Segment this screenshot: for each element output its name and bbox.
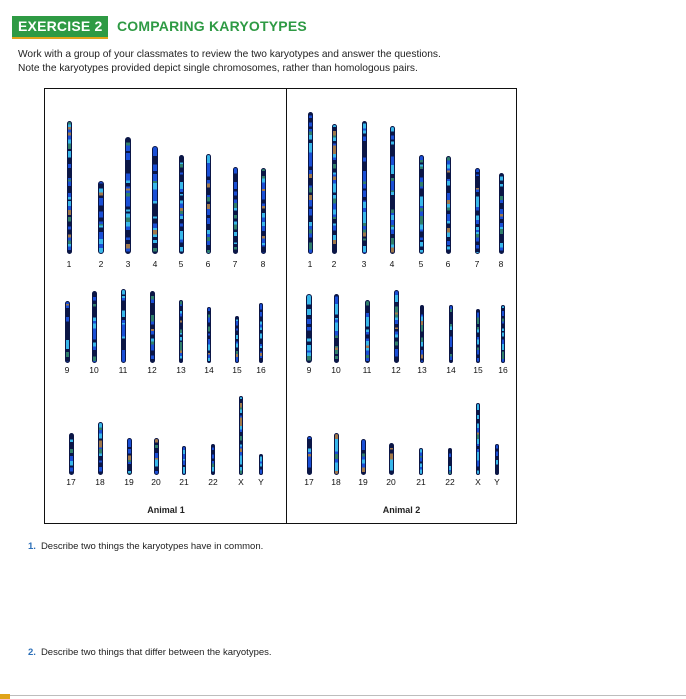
chromosome-20 xyxy=(154,438,159,475)
question-number: 2. xyxy=(28,647,36,658)
chromosome-5 xyxy=(179,155,184,254)
chromosome-number-label: 7 xyxy=(474,259,480,269)
chromosome-number-label: X xyxy=(475,477,481,487)
chromosome-8 xyxy=(499,173,504,254)
chromosome-19 xyxy=(361,439,366,475)
chromosome-number-label: 4 xyxy=(152,259,158,269)
chromosome-number-label: X xyxy=(238,477,244,487)
chromosome-number-label: 2 xyxy=(331,259,337,269)
exercise-title: COMPARING KARYOTYPES xyxy=(117,18,307,34)
karyotype-panel-animal-2 xyxy=(286,88,517,524)
chromosome-number-label: 1 xyxy=(66,259,72,269)
chromosome-3 xyxy=(362,121,367,254)
chromosome-number-label: 12 xyxy=(147,365,157,375)
chromosome-number-label: 7 xyxy=(232,259,238,269)
chromosome-10 xyxy=(334,294,339,363)
intro-line-1: Work with a group of your classmates to review the two karyotypes and answer the questions. xyxy=(18,49,441,60)
chromosome-19 xyxy=(127,438,132,475)
chromosome-number-label: 2 xyxy=(98,259,104,269)
chromosome-number-label: 11 xyxy=(118,365,128,375)
chromosome-17 xyxy=(307,436,312,475)
chromosome-number-label: Y xyxy=(258,477,264,487)
chromosome-number-label: 18 xyxy=(95,477,105,487)
chromosome-13 xyxy=(420,305,424,363)
chromosome-6 xyxy=(206,154,211,254)
chromosome-number-label: 14 xyxy=(204,365,214,375)
chromosome-y xyxy=(495,444,499,475)
intro-line-2: Note the karyotypes provided depict single chromosomes, rather than homologous pairs. xyxy=(18,63,418,74)
chromosome-16 xyxy=(259,303,263,363)
chromosome-number-label: 18 xyxy=(331,477,341,487)
chromosome-8 xyxy=(261,168,266,254)
chromosome-14 xyxy=(449,305,453,363)
chromosome-number-label: 17 xyxy=(66,477,76,487)
chromosome-number-label: 20 xyxy=(151,477,161,487)
chromosome-number-label: 9 xyxy=(306,365,312,375)
chromosome-14 xyxy=(207,307,211,363)
chromosome-number-label: 13 xyxy=(417,365,427,375)
chromosome-number-label: 4 xyxy=(389,259,395,269)
chromosome-5 xyxy=(419,155,424,254)
exercise-badge: EXERCISE 2 xyxy=(12,16,108,37)
chromosome-number-label: 21 xyxy=(179,477,189,487)
chromosome-9 xyxy=(306,294,312,363)
question-text: Describe two things that differ between the karyotypes. xyxy=(40,647,272,658)
chromosome-number-label: 12 xyxy=(391,365,401,375)
panel-label: Animal 1 xyxy=(147,505,185,515)
chromosome-9 xyxy=(65,301,70,363)
question-number: 1. xyxy=(28,541,36,552)
chromosome-number-label: 1 xyxy=(307,259,313,269)
page-footer-rule xyxy=(0,695,686,696)
chromosome-number-label: 13 xyxy=(176,365,186,375)
chromosome-number-label: 22 xyxy=(445,477,455,487)
chromosome-number-label: 21 xyxy=(416,477,426,487)
chromosome-22 xyxy=(448,448,452,475)
chromosome-13 xyxy=(179,300,183,363)
chromosome-number-label: 19 xyxy=(124,477,134,487)
chromosome-2 xyxy=(98,181,104,254)
chromosome-2 xyxy=(332,124,337,254)
chromosome-21 xyxy=(419,448,423,475)
chromosome-7 xyxy=(475,168,480,254)
chromosome-number-label: 3 xyxy=(361,259,367,269)
karyotype-panel-animal-1 xyxy=(44,88,288,524)
chromosome-18 xyxy=(98,422,103,475)
chromosome-number-label: 5 xyxy=(418,259,424,269)
chromosome-number-label: 6 xyxy=(445,259,451,269)
chromosome-17 xyxy=(69,433,74,475)
chromosome-number-label: 8 xyxy=(260,259,266,269)
chromosome-number-label: 19 xyxy=(358,477,368,487)
chromosome-number-label: 14 xyxy=(446,365,456,375)
chromosome-number-label: 17 xyxy=(304,477,314,487)
chromosome-number-label: 6 xyxy=(205,259,211,269)
chromosome-number-label: 5 xyxy=(178,259,184,269)
chromosome-15 xyxy=(235,316,239,363)
chromosome-12 xyxy=(394,290,399,363)
chromosome-number-label: 15 xyxy=(232,365,242,375)
question-1 xyxy=(28,541,263,552)
chromosome-6 xyxy=(446,156,451,254)
chromosome-4 xyxy=(152,146,158,254)
badge-underline xyxy=(12,37,108,39)
chromosome-15 xyxy=(476,309,480,363)
chromosome-10 xyxy=(92,291,97,363)
chromosome-11 xyxy=(121,289,126,363)
panel-label: Animal 2 xyxy=(382,505,421,515)
chromosome-4 xyxy=(390,126,395,254)
chromosome-number-label: 20 xyxy=(386,477,396,487)
chromosome-number-label: 11 xyxy=(362,365,372,375)
chromosome-x xyxy=(239,396,243,475)
chromosome-number-label: 3 xyxy=(125,259,131,269)
chromosome-x xyxy=(476,403,480,475)
question-2 xyxy=(28,647,272,658)
chromosome-21 xyxy=(182,446,186,475)
chromosome-number-label: 8 xyxy=(498,259,504,269)
chromosome-12 xyxy=(150,291,155,363)
chromosome-number-label: Y xyxy=(494,477,500,487)
chromosome-number-label: 9 xyxy=(64,365,70,375)
chromosome-18 xyxy=(334,433,339,475)
chromosome-1 xyxy=(67,121,72,254)
chromosome-number-label: 15 xyxy=(473,365,483,375)
chromosome-22 xyxy=(211,444,215,475)
chromosome-7 xyxy=(233,167,238,254)
chromosome-number-label: 16 xyxy=(256,365,266,375)
chromosome-16 xyxy=(501,305,505,363)
chromosome-20 xyxy=(389,443,394,475)
chromosome-number-label: 16 xyxy=(498,365,508,375)
chromosome-y xyxy=(259,454,263,475)
chromosome-number-label: 22 xyxy=(208,477,218,487)
chromosome-11 xyxy=(365,300,370,363)
question-text: Describe two things the karyotypes have in common. xyxy=(40,541,264,552)
chromosome-number-label: 10 xyxy=(89,365,99,375)
chromosome-1 xyxy=(308,112,313,254)
chromosome-number-label: 10 xyxy=(331,365,341,375)
chromosome-3 xyxy=(125,137,131,254)
page-footer-tab xyxy=(0,694,10,699)
